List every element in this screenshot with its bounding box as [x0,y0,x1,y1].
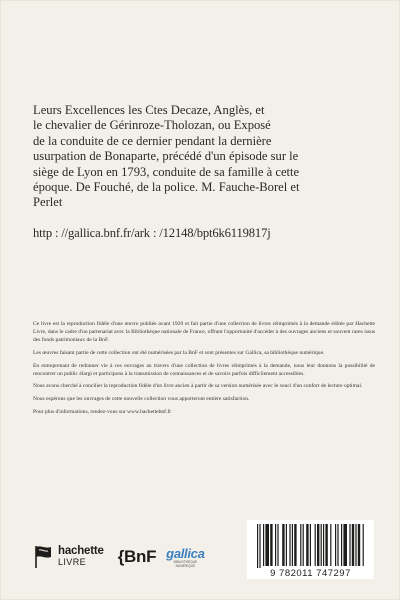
title-line: Leurs Excellences les Ctes Decaze, Anglès, et [33,103,265,117]
collection-description [33,321,375,422]
title-line: siège de Lyon en 1793, conduite de sa famille à cette [33,164,300,179]
barcode-bar [343,524,347,566]
barcode-bar [337,524,338,566]
barcode-bar [349,524,350,566]
title-line: époque. De Fouché, de la police. M. Fauche-Borel et [33,180,300,195]
barcode-bar [306,524,308,566]
barcode-bar [303,524,304,566]
hachette-flag-icon [33,544,55,570]
barcode-bar [294,524,296,566]
barcode-bar [275,524,276,566]
barcode-bar [355,524,356,566]
barcode-bar [289,524,290,566]
barcode-bar [317,524,319,566]
description-paragraph: Pour plus d'informations, rendez-vous sur www.hachettebnf.fr [33,409,172,416]
barcode-bar [363,524,364,566]
barcode-bar [265,524,269,566]
barcode-bar [325,524,327,566]
barcode-bar [321,524,322,566]
title-line: usurpation de Bonaparte, précédé d'un épisode sur le [33,149,299,164]
description-paragraph: Les œuvres faisant partie de cette collection ont été numérisées par la BnF et sont présentes sur Gallica, sa bibliothèque numérique. [33,349,325,356]
gallica-logo [166,546,204,569]
hachette-livre-logo [33,544,104,570]
description-paragraph: Nous espérons que les ouvrages de cette nouvelle collection vous apporteront entière satisfaction. [33,396,250,403]
barcode-bar [335,524,336,566]
barcode-bar [286,524,287,566]
gallica-source-url: http : //gallica.bnf.fr/ark : /12148/bpt6k6119817j [33,226,271,240]
gallica-subtitle: BIBLIOTHÈQUE NUMÉRIQUE [173,559,198,568]
title-line: de la conduite de ce dernier pendant la dernière [33,133,272,148]
barcode-bar [352,524,354,566]
hachette-name: hachette [58,545,104,557]
barcode-bar [277,524,278,566]
description-paragraph: Nous avons cherché à concilier la reproduction fidèle d'un livre ancien à partir de sa version numérisée avec le souci d'un confort de lecture optimal. [33,383,363,390]
barcode-bar [259,524,260,570]
title-line: le chevalier de Gérinroze-Tholozan, ou Exposé [33,118,271,133]
publisher-logos [33,540,205,574]
barcode-bar [310,524,311,566]
barcode-bar [270,524,272,566]
barcode-bar [315,524,316,566]
barcode-bar [330,524,331,566]
isbn-barcode [247,520,374,580]
barcode-bar [257,524,258,570]
barcode-bar [300,524,301,566]
barcode-bar [263,524,264,566]
isbn-number: 9 782011 747297 [247,568,374,579]
barcode-bar [292,524,293,566]
description-paragraph: En entreprenant de redonner vie à ces ouvrages au travers d'une collection de livres réimprimés à la demande, nous leur donnons la possibilité de rencontrer un public élargi et participons à la transmission de connaissances et de savoirs parfois difficilement accessibles. [33,362,375,377]
barcode-bar [341,524,342,566]
book-title [33,103,373,211]
barcode-bars [247,520,374,570]
bnf-logo: {BnF [117,547,157,566]
barcode-bar [323,524,324,566]
barcode-bar [358,524,360,566]
livre-name: LIVRE [58,557,87,567]
description-paragraph: Ce livre est la reproduction fidèle d'une œuvre publiée avant 1920 et fait partie d'une collection de livres réimprimés à la demande éditée par Hachette Livre, dans le cadre d'un partenariat avec la Bibliothèque nationale de France, offrant l'opportunité d'accéder à des ouvrages anciens et souvent rares issus des fonds patrimoniaux de la BnF. [33,321,375,343]
title-line: Perlet [33,195,63,210]
barcode-bar [282,524,284,566]
gallica-name: gallica [166,545,205,561]
